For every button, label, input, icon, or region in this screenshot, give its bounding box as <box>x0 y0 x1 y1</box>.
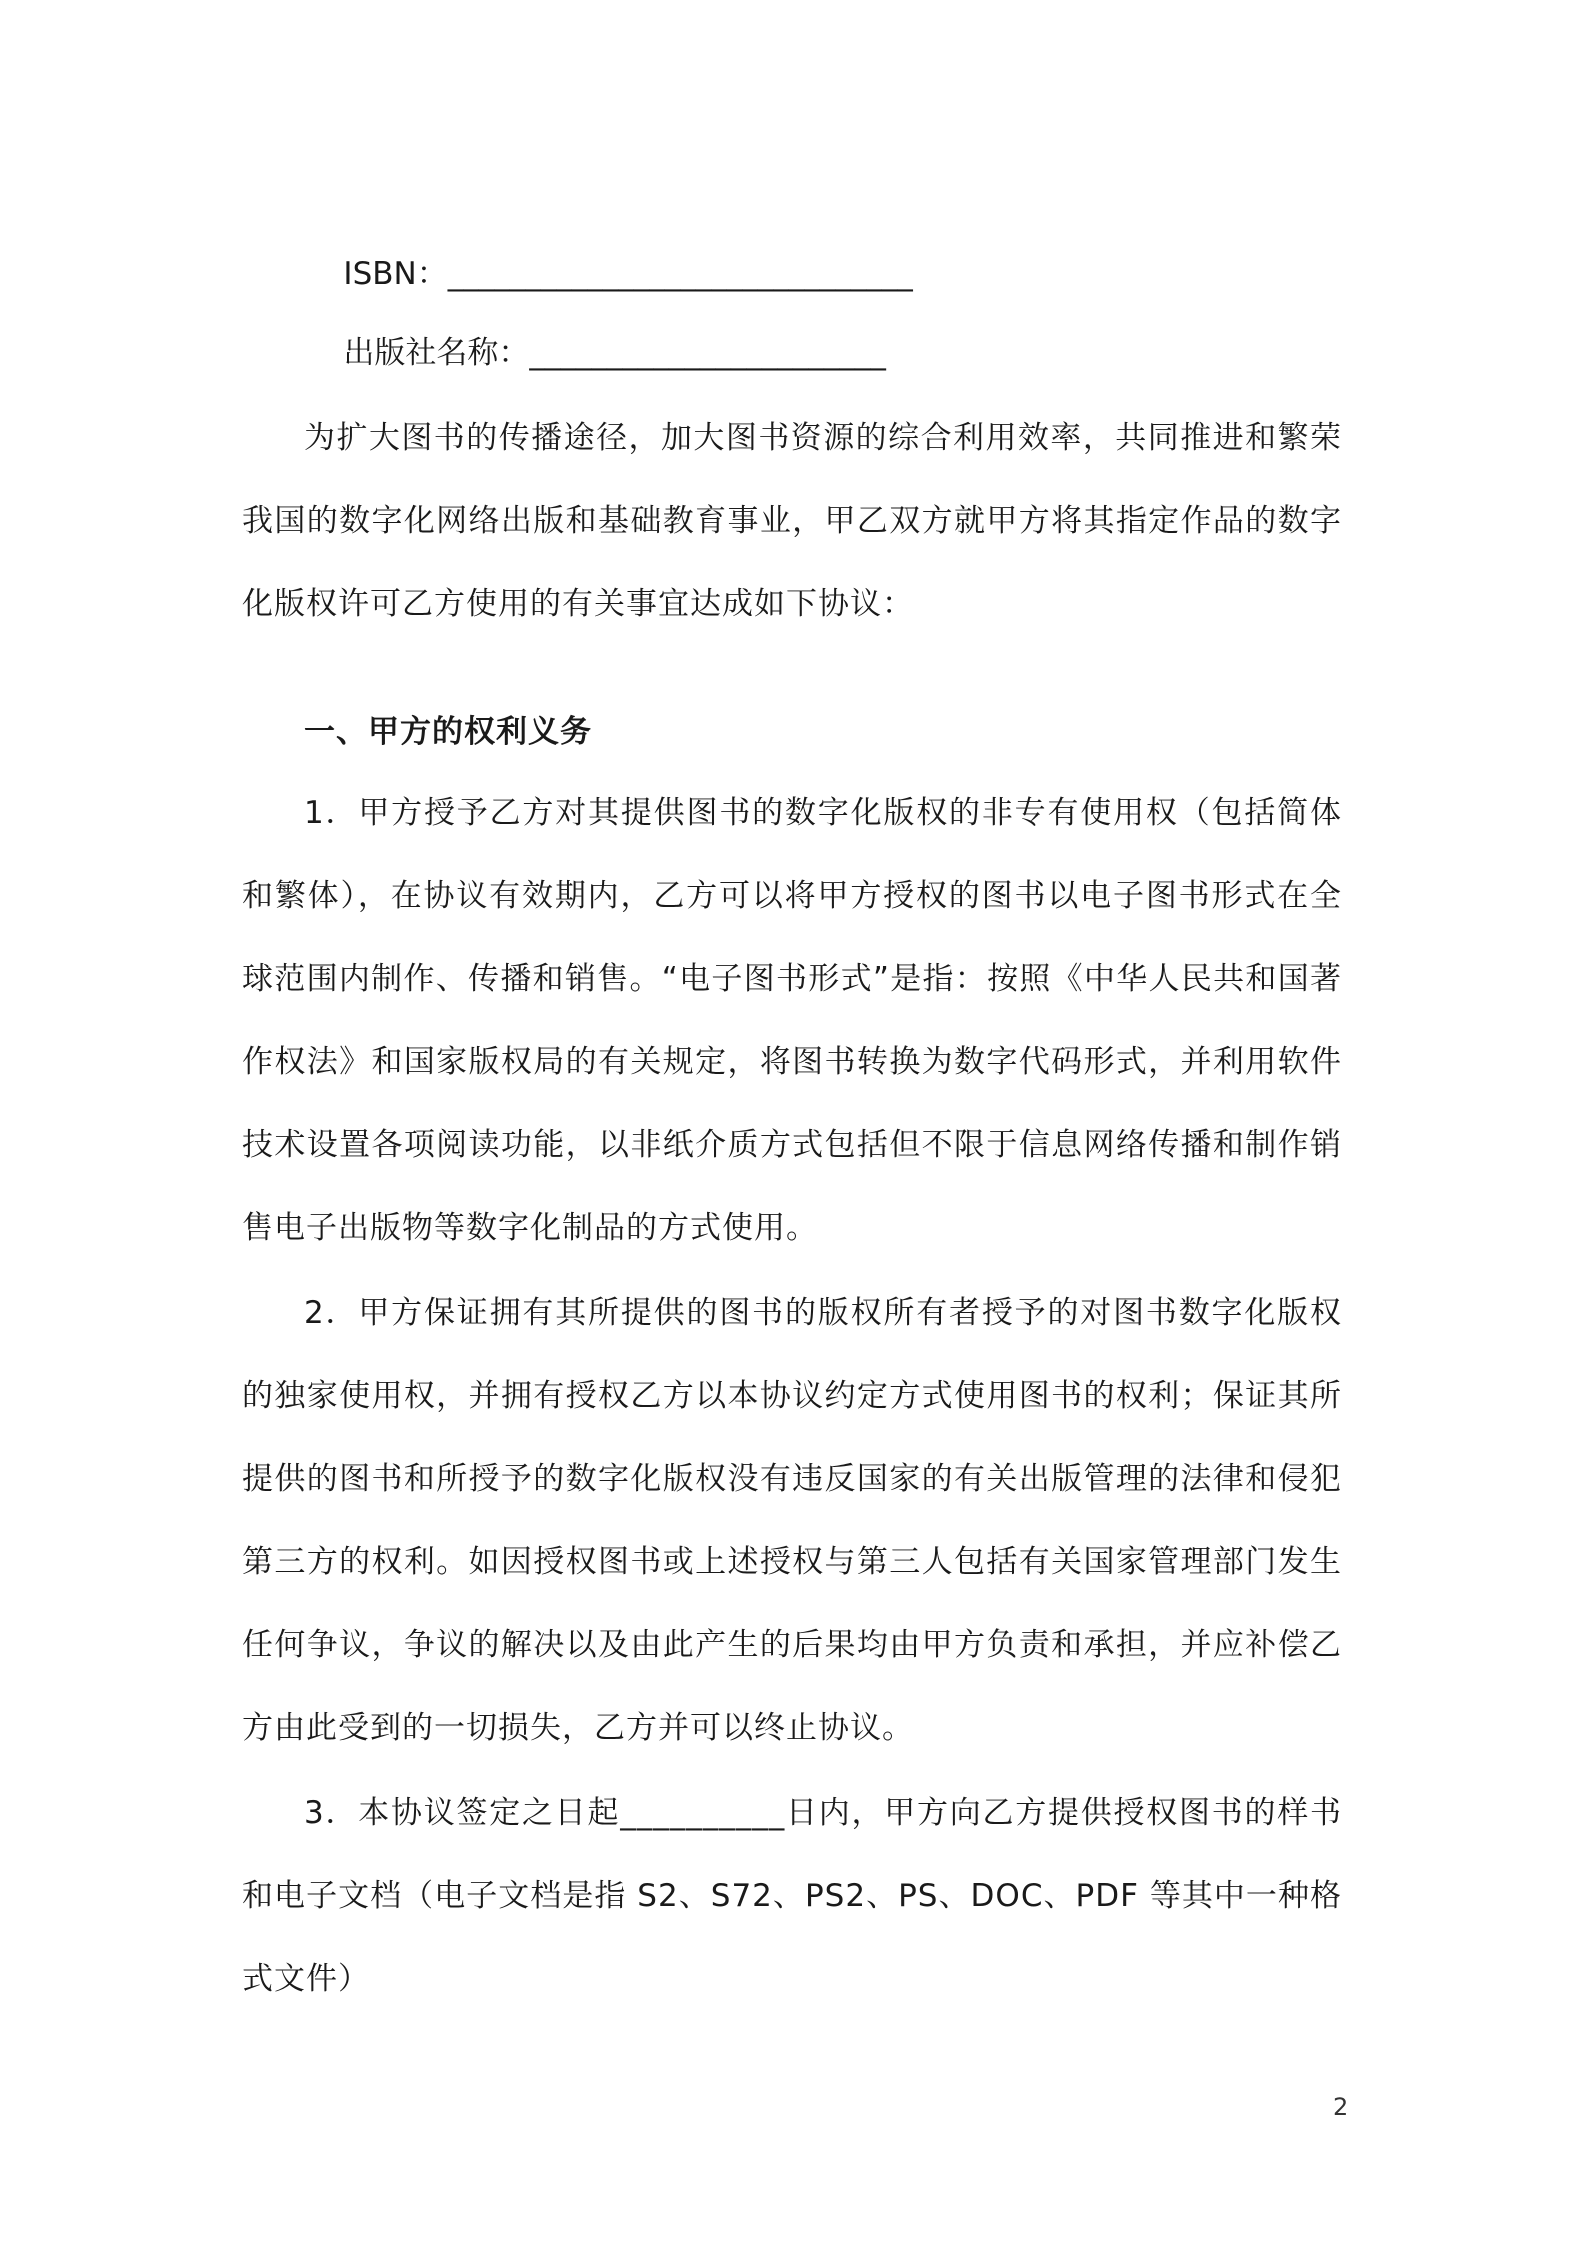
clause-2: 2．甲方保证拥有其所提供的图书的版权所有者授予的对图书数字化版权的独家使用权，并拥有授权乙方以本协议约定方式使用图书的权利；保证其所提供的图书和所授予的数字化版权没有违反国家的有关出版管理的法律和侵犯第三方的权利。如因授权图书或上述授权与第三人包括有关国家管理部门发生任何争议，争议的解决以及由此产生的后果均由甲方负责和承担，并应补偿乙方由此受到的一切损失，乙方并可以终止协议。 <box>242 1295 1342 1746</box>
isbn-blank: ______________________________ <box>447 256 913 292</box>
clause-3: 3．本协议签定之日起__________日内，甲方向乙方提供授权图书的样书和电子文档（电子文档是指 S2、S72、PS2、PS、DOC、PDF 等其中一种格式文件） <box>242 1795 1342 1997</box>
publisher-label: 出版社名称： <box>343 335 530 371</box>
clause-1: 1．甲方授予乙方对其提供图书的数字化版权的非专有使用权（包括简体和繁体），在协议有效期内，乙方可以将甲方授权的图书以电子图书形式在全球范围内制作、传播和销售。“电子图书形式”是指：按照《中华人民共和国著作权法》和国家版权局的有关规定，将图书转换为数字代码形式，并利用软件技术设置各项阅读功能，以非纸介质方式包括但不限于信息网络传播和制作销售电子出版物等数字化制品的方式使用。 <box>242 795 1342 1246</box>
section-heading: 一、甲方的权利义务 <box>304 714 592 750</box>
publisher-field <box>304 293 886 413</box>
publisher-blank: _______________________ <box>529 335 886 371</box>
intro-paragraph: 为扩大图书的传播途径，加大图书资源的综合利用效率，共同推进和繁荣我国的数字化网络出版和基础教育事业，甲乙双方就甲方将其指定作品的数字化版权许可乙方使用的有关事宜达成如下协议： <box>242 420 1342 622</box>
page-number: 2 <box>1333 2093 1349 2121</box>
isbn-label: ISBN： <box>343 256 448 292</box>
